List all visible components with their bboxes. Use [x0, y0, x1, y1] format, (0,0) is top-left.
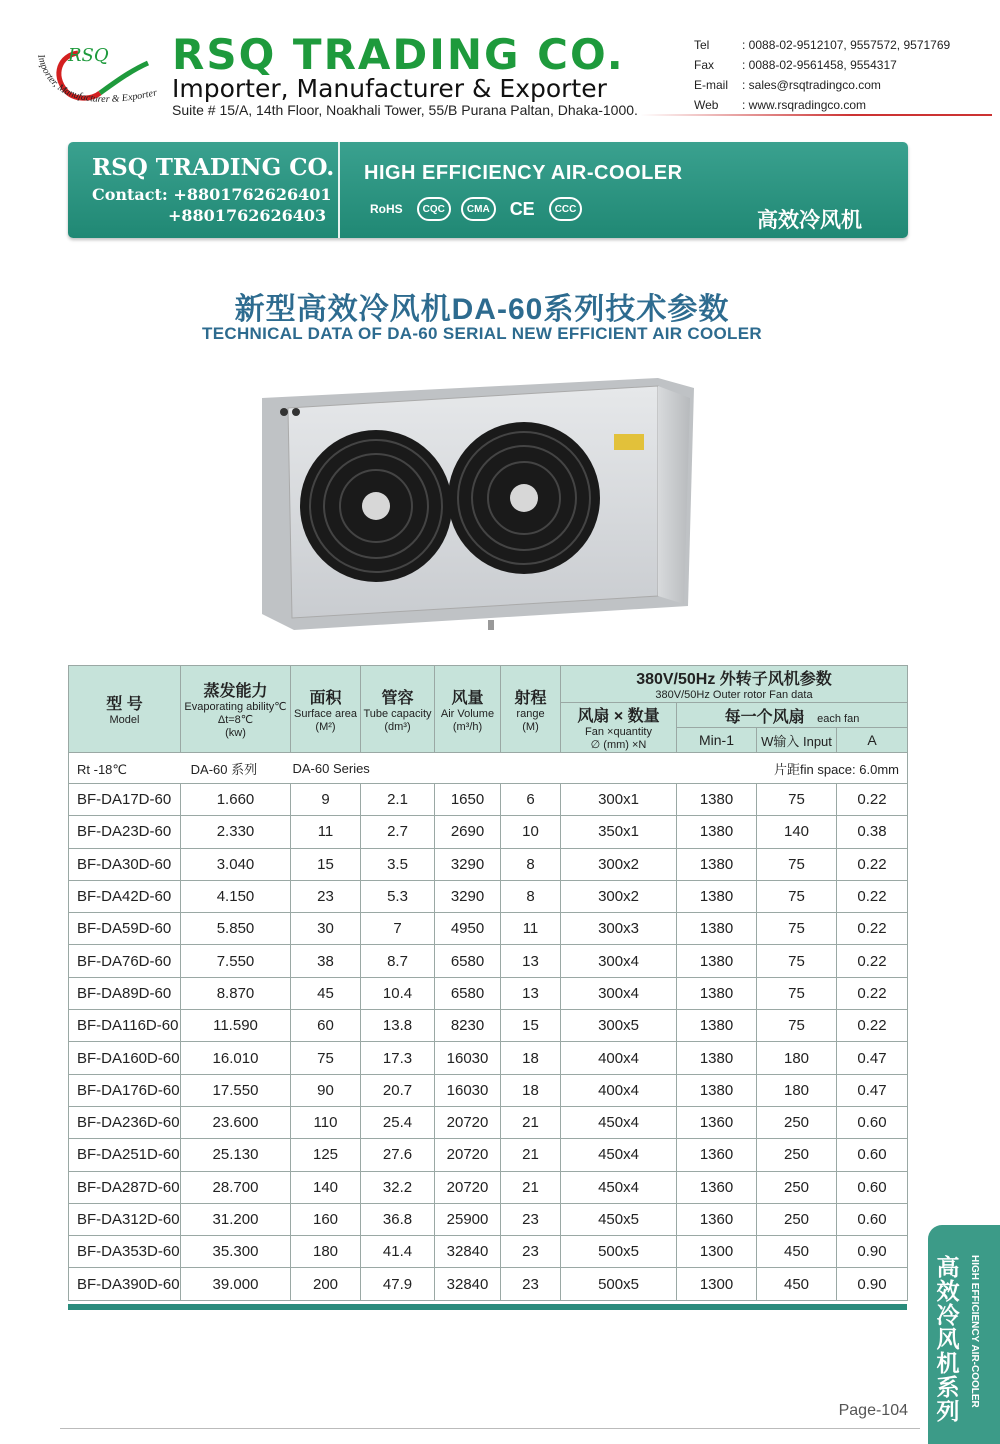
cell-range: 18: [501, 1042, 561, 1074]
side-tab-title-cn: 高效冷风机系列: [936, 1254, 960, 1424]
condition-series-cn: DA-60 系列: [190, 761, 258, 777]
cell-evaporating: 35.300: [181, 1236, 291, 1268]
cell-surface-area: 90: [291, 1074, 361, 1106]
header-fan-quantity: 风扇 × 数量 Fan ×quantity ∅ (mm) ×N: [561, 703, 677, 753]
cell-range: 13: [501, 945, 561, 977]
cell-amp: 0.22: [837, 848, 908, 880]
contact-value: : 0088-02-9561458, 9554317: [742, 58, 897, 72]
cell-surface-area: 45: [291, 977, 361, 1009]
cell-range: 23: [501, 1203, 561, 1235]
page-number: Page-104: [838, 1402, 908, 1419]
cell-evaporating: 2.330: [181, 816, 291, 848]
header-tube-capacity: 管容 Tube capacity (dm³): [361, 666, 435, 753]
cell-air-volume: 20720: [435, 1171, 501, 1203]
cell-rpm: 1360: [677, 1171, 757, 1203]
cell-input: 75: [757, 848, 837, 880]
cell-evaporating: 39.000: [181, 1268, 291, 1300]
cell-rpm: 1380: [677, 945, 757, 977]
company-logo: [30, 35, 165, 125]
cell-evaporating: 8.870: [181, 977, 291, 1009]
cell-evaporating: 17.550: [181, 1074, 291, 1106]
header-amp: A: [837, 728, 908, 753]
condition-row: [69, 753, 908, 784]
page-title-cn: 新型高效冷风机DA-60系列技术参数: [234, 293, 730, 326]
ccc-icon: CCC: [549, 197, 583, 221]
table-row: [69, 1074, 908, 1106]
cell-input: 180: [757, 1074, 837, 1106]
cell-surface-area: 23: [291, 880, 361, 912]
cell-range: 21: [501, 1139, 561, 1171]
cell-input: 75: [757, 784, 837, 816]
cell-input: 450: [757, 1268, 837, 1300]
cell-amp: 0.47: [837, 1074, 908, 1106]
cell-evaporating: 28.700: [181, 1171, 291, 1203]
table-row: [69, 1106, 908, 1138]
header-evaporating: 蒸发能力 Evaporating ability℃ Δt=8℃ (kw): [181, 666, 291, 753]
cell-model: BF-DA353D-60: [69, 1236, 181, 1268]
cell-evaporating: 31.200: [181, 1203, 291, 1235]
cell-model: BF-DA17D-60: [69, 784, 181, 816]
cell-tube-capacity: 3.5: [361, 848, 435, 880]
cell-amp: 0.22: [837, 913, 908, 945]
cell-rpm: 1360: [677, 1139, 757, 1171]
cell-model: BF-DA160D-60: [69, 1042, 181, 1074]
cell-range: 13: [501, 977, 561, 1009]
cell-evaporating: 5.850: [181, 913, 291, 945]
banner-phone-1: Contact: +8801762626401: [92, 185, 332, 204]
cell-range: 23: [501, 1236, 561, 1268]
table-row: [69, 913, 908, 945]
cell-tube-capacity: 17.3: [361, 1042, 435, 1074]
cell-range: 21: [501, 1171, 561, 1203]
table-bottom-bar: [68, 1304, 907, 1310]
cell-model: BF-DA23D-60: [69, 816, 181, 848]
cell-range: 11: [501, 913, 561, 945]
cell-air-volume: 16030: [435, 1042, 501, 1074]
cell-model: BF-DA89D-60: [69, 977, 181, 1009]
cell-model: BF-DA59D-60: [69, 913, 181, 945]
cell-tube-capacity: 10.4: [361, 977, 435, 1009]
header-range: 射程 range (M): [501, 666, 561, 753]
contact-value: : 0088-02-9512107, 9557572, 9571769: [742, 38, 951, 52]
cell-air-volume: 6580: [435, 945, 501, 977]
contact-block: [694, 35, 950, 115]
cell-tube-capacity: 36.8: [361, 1203, 435, 1235]
cell-tube-capacity: 5.3: [361, 880, 435, 912]
cell-air-volume: 20720: [435, 1139, 501, 1171]
cell-fan-quantity: 400x4: [561, 1074, 677, 1106]
cell-model: BF-DA30D-60: [69, 848, 181, 880]
cell-air-volume: 3290: [435, 880, 501, 912]
cell-evaporating: 25.130: [181, 1139, 291, 1171]
header-each-fan: 每一个风扇 each fan: [677, 703, 908, 728]
table-row: [69, 1268, 908, 1300]
cell-rpm: 1380: [677, 848, 757, 880]
cell-input: 180: [757, 1042, 837, 1074]
cell-tube-capacity: 2.7: [361, 816, 435, 848]
cell-air-volume: 2690: [435, 816, 501, 848]
logo-text: RSQ: [68, 45, 109, 66]
cma-icon: CMA: [461, 197, 496, 221]
table-row: [69, 880, 908, 912]
cell-fan-quantity: 400x4: [561, 1042, 677, 1074]
cell-input: 140: [757, 816, 837, 848]
contact-value[interactable]: : sales@rsqtradingco.com: [742, 78, 881, 92]
cell-model: BF-DA76D-60: [69, 945, 181, 977]
cell-amp: 0.22: [837, 1010, 908, 1042]
cell-tube-capacity: 8.7: [361, 945, 435, 977]
cell-evaporating: 11.590: [181, 1010, 291, 1042]
table-row: [69, 784, 908, 816]
company-address: Suite # 15/A, 14th Floor, Noakhali Tower, 55/B Purana Paltan, Dhaka-1000.: [172, 102, 638, 118]
cell-tube-capacity: 7: [361, 913, 435, 945]
cell-evaporating: 23.600: [181, 1106, 291, 1138]
table-row: [69, 977, 908, 1009]
cell-air-volume: 6580: [435, 977, 501, 1009]
cell-model: BF-DA116D-60: [69, 1010, 181, 1042]
cell-fan-quantity: 300x3: [561, 913, 677, 945]
cell-rpm: 1380: [677, 913, 757, 945]
cell-fan-quantity: 450x4: [561, 1171, 677, 1203]
table-row: [69, 1203, 908, 1235]
cell-input: 75: [757, 945, 837, 977]
cell-rpm: 1380: [677, 816, 757, 848]
cell-amp: 0.38: [837, 816, 908, 848]
banner-title-cn: 高效冷风机: [757, 209, 862, 232]
cell-surface-area: 125: [291, 1139, 361, 1171]
cell-input: 75: [757, 880, 837, 912]
cell-evaporating: 16.010: [181, 1042, 291, 1074]
cell-model: BF-DA42D-60: [69, 880, 181, 912]
contact-label: Fax: [694, 58, 715, 72]
cell-rpm: 1360: [677, 1106, 757, 1138]
cell-fan-quantity: 300x1: [561, 784, 677, 816]
cell-model: BF-DA390D-60: [69, 1268, 181, 1300]
cell-tube-capacity: 41.4: [361, 1236, 435, 1268]
rohs-icon: RoHS: [370, 202, 403, 216]
cell-tube-capacity: 47.9: [361, 1268, 435, 1300]
cell-amp: 0.22: [837, 977, 908, 1009]
header-divider: [640, 114, 992, 116]
cell-model: BF-DA312D-60: [69, 1203, 181, 1235]
condition-fin-space: 片距fin space: 6.0mm: [774, 761, 899, 777]
cell-input: 250: [757, 1203, 837, 1235]
cell-tube-capacity: 25.4: [361, 1106, 435, 1138]
contact-label: Tel: [694, 38, 710, 52]
cell-fan-quantity: 300x2: [561, 880, 677, 912]
cell-rpm: 1380: [677, 880, 757, 912]
cqc-icon: CQC: [417, 197, 451, 221]
cell-fan-quantity: 300x2: [561, 848, 677, 880]
side-tab-title-en: HIGH EFFICIENCY AIR-COOLER: [969, 1255, 980, 1408]
contact-email: [694, 75, 950, 95]
cell-surface-area: 160: [291, 1203, 361, 1235]
cell-fan-quantity: 300x4: [561, 977, 677, 1009]
banner: [68, 142, 908, 238]
cell-air-volume: 8230: [435, 1010, 501, 1042]
condition-temp: Rt -18℃: [77, 761, 128, 777]
cell-tube-capacity: 13.8: [361, 1010, 435, 1042]
cell-amp: 0.47: [837, 1042, 908, 1074]
cell-surface-area: 15: [291, 848, 361, 880]
cell-range: 8: [501, 880, 561, 912]
cell-range: 15: [501, 1010, 561, 1042]
cell-rpm: 1380: [677, 977, 757, 1009]
table-row: [69, 1042, 908, 1074]
cell-amp: 0.22: [837, 784, 908, 816]
spec-table: [68, 665, 908, 1301]
cell-surface-area: 30: [291, 913, 361, 945]
cell-range: 23: [501, 1268, 561, 1300]
cell-surface-area: 180: [291, 1236, 361, 1268]
cell-amp: 0.60: [837, 1139, 908, 1171]
cell-amp: 0.90: [837, 1236, 908, 1268]
cell-fan-quantity: 300x4: [561, 945, 677, 977]
cell-fan-quantity: 450x5: [561, 1203, 677, 1235]
air-cooler-product-image: [258, 368, 698, 638]
cell-amp: 0.60: [837, 1171, 908, 1203]
cell-rpm: 1380: [677, 1042, 757, 1074]
contact-label: Web: [694, 98, 719, 112]
cell-model: BF-DA176D-60: [69, 1074, 181, 1106]
cell-input: 250: [757, 1139, 837, 1171]
banner-company: RSQ TRADING CO.: [92, 154, 335, 181]
cell-air-volume: 16030: [435, 1074, 501, 1106]
cell-range: 18: [501, 1074, 561, 1106]
cell-air-volume: 3290: [435, 848, 501, 880]
contact-tel: [694, 35, 950, 55]
table-row: [69, 1171, 908, 1203]
cell-range: 21: [501, 1106, 561, 1138]
company-name: RSQ TRADING CO.: [172, 30, 625, 79]
logo-arc-text: Importer, Manufacturer & Exporter: [35, 53, 159, 105]
header-air-volume: 风量 Air Volume (m³/h): [435, 666, 501, 753]
cell-air-volume: 20720: [435, 1106, 501, 1138]
cell-surface-area: 11: [291, 816, 361, 848]
table-row: [69, 848, 908, 880]
cell-rpm: 1380: [677, 1010, 757, 1042]
page-title-en: TECHNICAL DATA OF DA-60 SERIAL NEW EFFICIENT AIR COOLER: [202, 324, 762, 343]
cell-amp: 0.60: [837, 1203, 908, 1235]
table-row: [69, 945, 908, 977]
cell-surface-area: 200: [291, 1268, 361, 1300]
condition-series-en: DA-60 Series: [292, 760, 370, 776]
contact-fax: [694, 55, 950, 75]
cell-amp: 0.22: [837, 880, 908, 912]
cell-surface-area: 110: [291, 1106, 361, 1138]
ce-icon: CE: [509, 198, 535, 219]
cell-fan-quantity: 450x4: [561, 1139, 677, 1171]
cell-input: 450: [757, 1236, 837, 1268]
cell-input: 250: [757, 1171, 837, 1203]
contact-value[interactable]: : www.rsqradingco.com: [742, 98, 867, 112]
cell-model: BF-DA251D-60: [69, 1139, 181, 1171]
cell-rpm: 1300: [677, 1236, 757, 1268]
cell-fan-quantity: 500x5: [561, 1268, 677, 1300]
banner-title: HIGH EFFICIENCY AIR-COOLER: [364, 162, 683, 184]
banner-phone-2: +8801762626403: [168, 206, 327, 225]
header-fan-group: 380V/50Hz 外转子风机参数 380V/50Hz Outer rotor Fan data: [561, 666, 908, 703]
cell-air-volume: 32840: [435, 1236, 501, 1268]
cell-tube-capacity: 27.6: [361, 1139, 435, 1171]
table-row: [69, 1139, 908, 1171]
cell-amp: 0.90: [837, 1268, 908, 1300]
company-subtitle: Importer, Manufacturer & Exporter: [172, 74, 607, 103]
cell-fan-quantity: 300x5: [561, 1010, 677, 1042]
cell-evaporating: 7.550: [181, 945, 291, 977]
cell-rpm: 1360: [677, 1203, 757, 1235]
header-surface-area: 面积 Surface area (M²): [291, 666, 361, 753]
cell-surface-area: 38: [291, 945, 361, 977]
cell-evaporating: 4.150: [181, 880, 291, 912]
cell-range: 8: [501, 848, 561, 880]
cell-air-volume: 32840: [435, 1268, 501, 1300]
cell-rpm: 1380: [677, 784, 757, 816]
cell-model: BF-DA287D-60: [69, 1171, 181, 1203]
cell-amp: 0.60: [837, 1106, 908, 1138]
banner-divider: [338, 142, 340, 238]
footer-divider: [60, 1428, 920, 1429]
table-row: [69, 1236, 908, 1268]
header-rpm: Min-1: [677, 728, 757, 753]
cell-tube-capacity: 2.1: [361, 784, 435, 816]
cell-evaporating: 3.040: [181, 848, 291, 880]
cell-input: 250: [757, 1106, 837, 1138]
cell-air-volume: 1650: [435, 784, 501, 816]
cell-model: BF-DA236D-60: [69, 1106, 181, 1138]
cell-input: 75: [757, 977, 837, 1009]
table-row: [69, 816, 908, 848]
header-model: 型 号 Model: [69, 666, 181, 753]
cell-rpm: 1300: [677, 1268, 757, 1300]
cell-surface-area: 9: [291, 784, 361, 816]
contact-label: E-mail: [694, 78, 729, 92]
cell-air-volume: 25900: [435, 1203, 501, 1235]
cell-fan-quantity: 500x5: [561, 1236, 677, 1268]
banner-contact: [92, 184, 332, 226]
cell-surface-area: 60: [291, 1010, 361, 1042]
table-row: [69, 1010, 908, 1042]
cell-evaporating: 1.660: [181, 784, 291, 816]
contact-web: [694, 95, 950, 115]
cell-surface-area: 140: [291, 1171, 361, 1203]
certification-icons: [366, 197, 582, 221]
cell-fan-quantity: 450x4: [561, 1106, 677, 1138]
cell-rpm: 1380: [677, 1074, 757, 1106]
cell-fan-quantity: 350x1: [561, 816, 677, 848]
banner-contact-panel: [68, 142, 338, 238]
cell-amp: 0.22: [837, 945, 908, 977]
cell-tube-capacity: 20.7: [361, 1074, 435, 1106]
cell-air-volume: 4950: [435, 913, 501, 945]
cell-input: 75: [757, 913, 837, 945]
cell-range: 6: [501, 784, 561, 816]
cell-input: 75: [757, 1010, 837, 1042]
cell-surface-area: 75: [291, 1042, 361, 1074]
cell-range: 10: [501, 816, 561, 848]
cell-tube-capacity: 32.2: [361, 1171, 435, 1203]
header-input: W输入 Input: [757, 728, 837, 753]
